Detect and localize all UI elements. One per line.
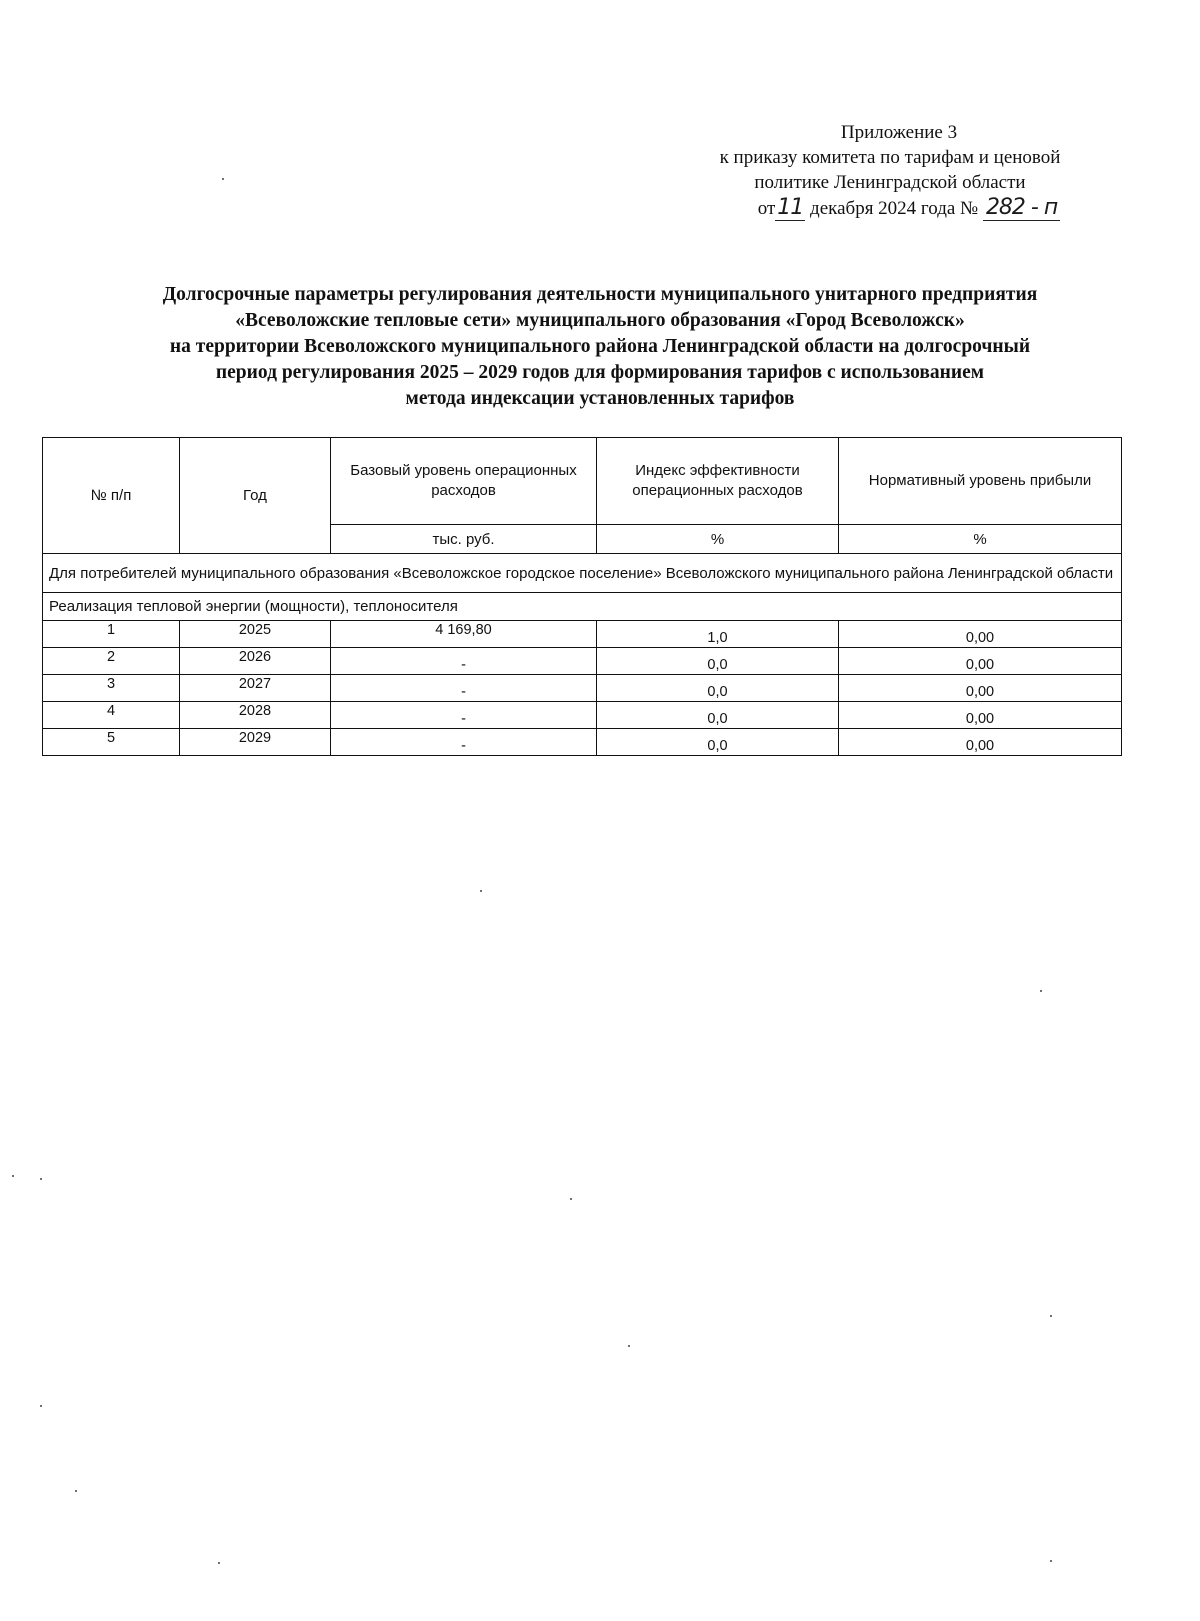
cell-profit: 0,00: [839, 702, 1122, 729]
cell-profit: 0,00: [839, 729, 1122, 756]
table-row: [43, 648, 1122, 675]
cell-year: 2028: [180, 702, 331, 729]
cell-base: -: [331, 675, 597, 702]
table-header-row: [43, 438, 1122, 525]
scan-speck: [12, 1175, 14, 1177]
cell-num: 4: [43, 702, 180, 729]
cell-num: 1: [43, 621, 180, 648]
table-row: [43, 702, 1122, 729]
title-line-1: Долгосрочные параметры регулирования деятельности муниципального унитарного предприятия: [162, 284, 1038, 305]
annex-line-1: к приказу комитета по тарифам и ценовой: [719, 147, 1061, 168]
cell-index: 0,0: [597, 702, 839, 729]
cell-base: -: [331, 648, 597, 675]
scan-speck: [40, 1405, 42, 1407]
cell-profit: 0,00: [839, 675, 1122, 702]
cell-index: 0,0: [597, 675, 839, 702]
annex-date-prefix: от: [757, 198, 776, 219]
cell-num: 2: [43, 648, 180, 675]
group-row: [43, 554, 1122, 593]
table-row: [43, 675, 1122, 702]
cell-base: 4 169,80: [331, 621, 597, 648]
annex-date-line: [660, 195, 1120, 221]
scan-speck: [75, 1490, 77, 1492]
scan-speck: [628, 1345, 630, 1347]
cell-num: 5: [43, 729, 180, 756]
title-line-3: на территории Всеволожского муниципального района Ленинградской области на долгосрочный: [169, 336, 1031, 357]
document-title: [40, 282, 1160, 412]
cell-profit: 0,00: [839, 648, 1122, 675]
scan-speck: [1050, 1560, 1052, 1562]
table-row: [43, 729, 1122, 756]
scan-speck: [480, 890, 482, 892]
cell-year: 2026: [180, 648, 331, 675]
header-num: № п/п: [43, 438, 180, 554]
header-profit-level: Нормативный уровень прибыли: [839, 438, 1122, 525]
annex-line-2: политике Ленинградской области: [754, 172, 1026, 193]
annex-date-middle: декабря 2024 года №: [810, 198, 979, 219]
annex-title: Приложение 3: [840, 122, 958, 143]
handwritten-order-number: 282 - п: [983, 195, 1060, 221]
cell-index: 0,0: [597, 729, 839, 756]
cell-base: -: [331, 702, 597, 729]
scan-speck: [1050, 1315, 1052, 1317]
header-base-opex: Базовый уровень операционных расходов: [331, 438, 597, 525]
scan-speck: [40, 1178, 42, 1180]
subgroup-row: [43, 593, 1122, 621]
annex-block: [660, 120, 1120, 221]
scan-speck: [570, 1198, 572, 1200]
cell-index: 1,0: [597, 621, 839, 648]
cell-profit: 0,00: [839, 621, 1122, 648]
header-efficiency-index: Индекс эффективности операционных расходов: [597, 438, 839, 525]
unit-base: тыс. руб.: [331, 525, 597, 554]
scan-speck: [222, 178, 224, 180]
cell-num: 3: [43, 675, 180, 702]
unit-profit: %: [839, 525, 1122, 554]
parameters-table: [42, 437, 1122, 756]
cell-year: 2025: [180, 621, 331, 648]
header-year: Год: [180, 438, 331, 554]
handwritten-day: 11: [777, 195, 804, 220]
group-label: Для потребителей муниципального образования «Всеволожское городское поселение» Всеволожского муниципального района Ленинградской области: [43, 554, 1122, 593]
title-line-4: период регулирования 2025 – 2029 годов для формирования тарифов с использованием: [215, 362, 985, 383]
title-line-5: метода индексации установленных тарифов: [405, 388, 795, 409]
cell-year: 2027: [180, 675, 331, 702]
table-row: [43, 621, 1122, 648]
unit-index: %: [597, 525, 839, 554]
scan-speck: [218, 1562, 220, 1564]
scan-speck: [1040, 990, 1042, 992]
subgroup-label: Реализация тепловой энергии (мощности), теплоносителя: [43, 593, 1122, 621]
title-line-2: «Всеволожские тепловые сети» муниципального образования «Город Всеволожск»: [235, 310, 965, 331]
cell-index: 0,0: [597, 648, 839, 675]
cell-base: -: [331, 729, 597, 756]
cell-year: 2029: [180, 729, 331, 756]
